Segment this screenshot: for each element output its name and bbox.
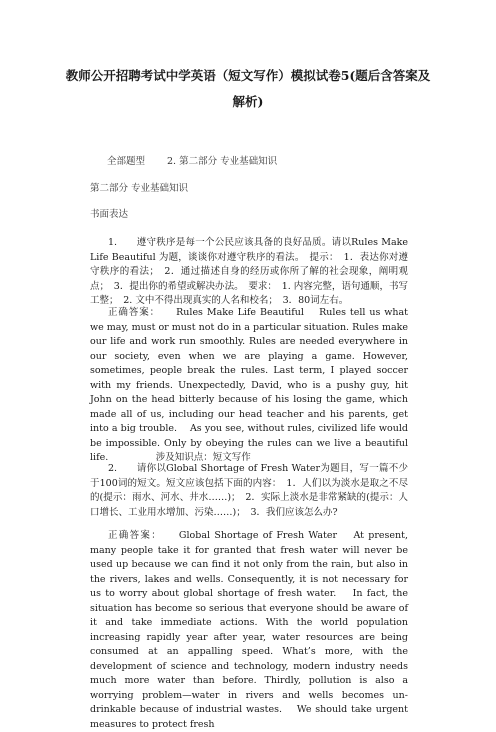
question-1-answer: 正确答案： Rules Make Life Beautiful Rules tell us what we may, must or must not do in a particular situation. Rules make our life and work run smoothly. Rules are needed everywhere in our society, even when we are playing a game. However, sometimes, people break the rules. Last term, I played soccer with my friends. Unexpectedly, David, who is a pushy guy, hit John on the head bitterly because of his losing the game, which made all of us, including our head teacher and his parents, get into a big trouble. As you see, without rules, civilized life would be impossible. Only by obeying the rules can we live a beautiful life. 涉及知识点：短文写作 [90, 307, 408, 463]
document-title-line-1: 教师公开招聘考试中学英语（短文写作）模拟试卷5(题后含答案及 [65, 68, 431, 83]
part-link[interactable]: 2. 第二部分 专业基础知识 [167, 156, 278, 167]
section-subheading: 书面表达 [90, 209, 129, 220]
question-2-text: 2. 请你以Global Shortage of Fresh Water为题目，写一篇不少于100词的短文。短文应该包括下面的内容： 1．人们以为淡水是取之不尽的(提示：雨水、河水、井水……)； 2．实际上淡水是非常紧缺的(提示：人口增长、工业用水增加、污染……)； 3．我们应该怎么办? [90, 463, 408, 518]
question-2-answer: 正确答案： Global Shortage of Fresh Water At present, many people take it for granted that fresh water will never be used up because we can find it not only from the rain, but also in the rivers, lakes and wells. Consequently, it is not necessary for us to worry about global shortage of fresh water. In fact, the situation has become so serious that everyone should be aware of it and take immediate actions. With the world population increasing rapidly year after year, water resources are being consumed at an appalling speed. What’s more, with the development of science and technology, modern industry needs much more water than before. Thirdly, pollution is also a worrying problem—water in rivers and wells becomes un-drinkable because of industrial wastes. We should take urgent measures to protect fresh [90, 530, 408, 730]
question-1-text: 1. 遵守秩序是每一个公民应该具备的良好品质。请以Rules Make Life Beautiful 为题，谈谈你对遵守秩序的看法。 提示： 1．表达你对遵守秩序的看法； 2．通过描述自身的经历或你所了解的社会现象，阐明观点； 3．提出你的希望或解决办法。 要求： 1. 内容完整，语句通顺，书写工整； 2. 文中不得出现真实的人名和校名； 3．80词左右。 [90, 237, 408, 306]
all-types-link[interactable]: 全部题型 [107, 156, 146, 167]
section-heading: 第二部分 专业基础知识 [90, 183, 189, 194]
question-type-nav [107, 153, 277, 167]
document-title-line-2: 解析) [232, 94, 264, 109]
